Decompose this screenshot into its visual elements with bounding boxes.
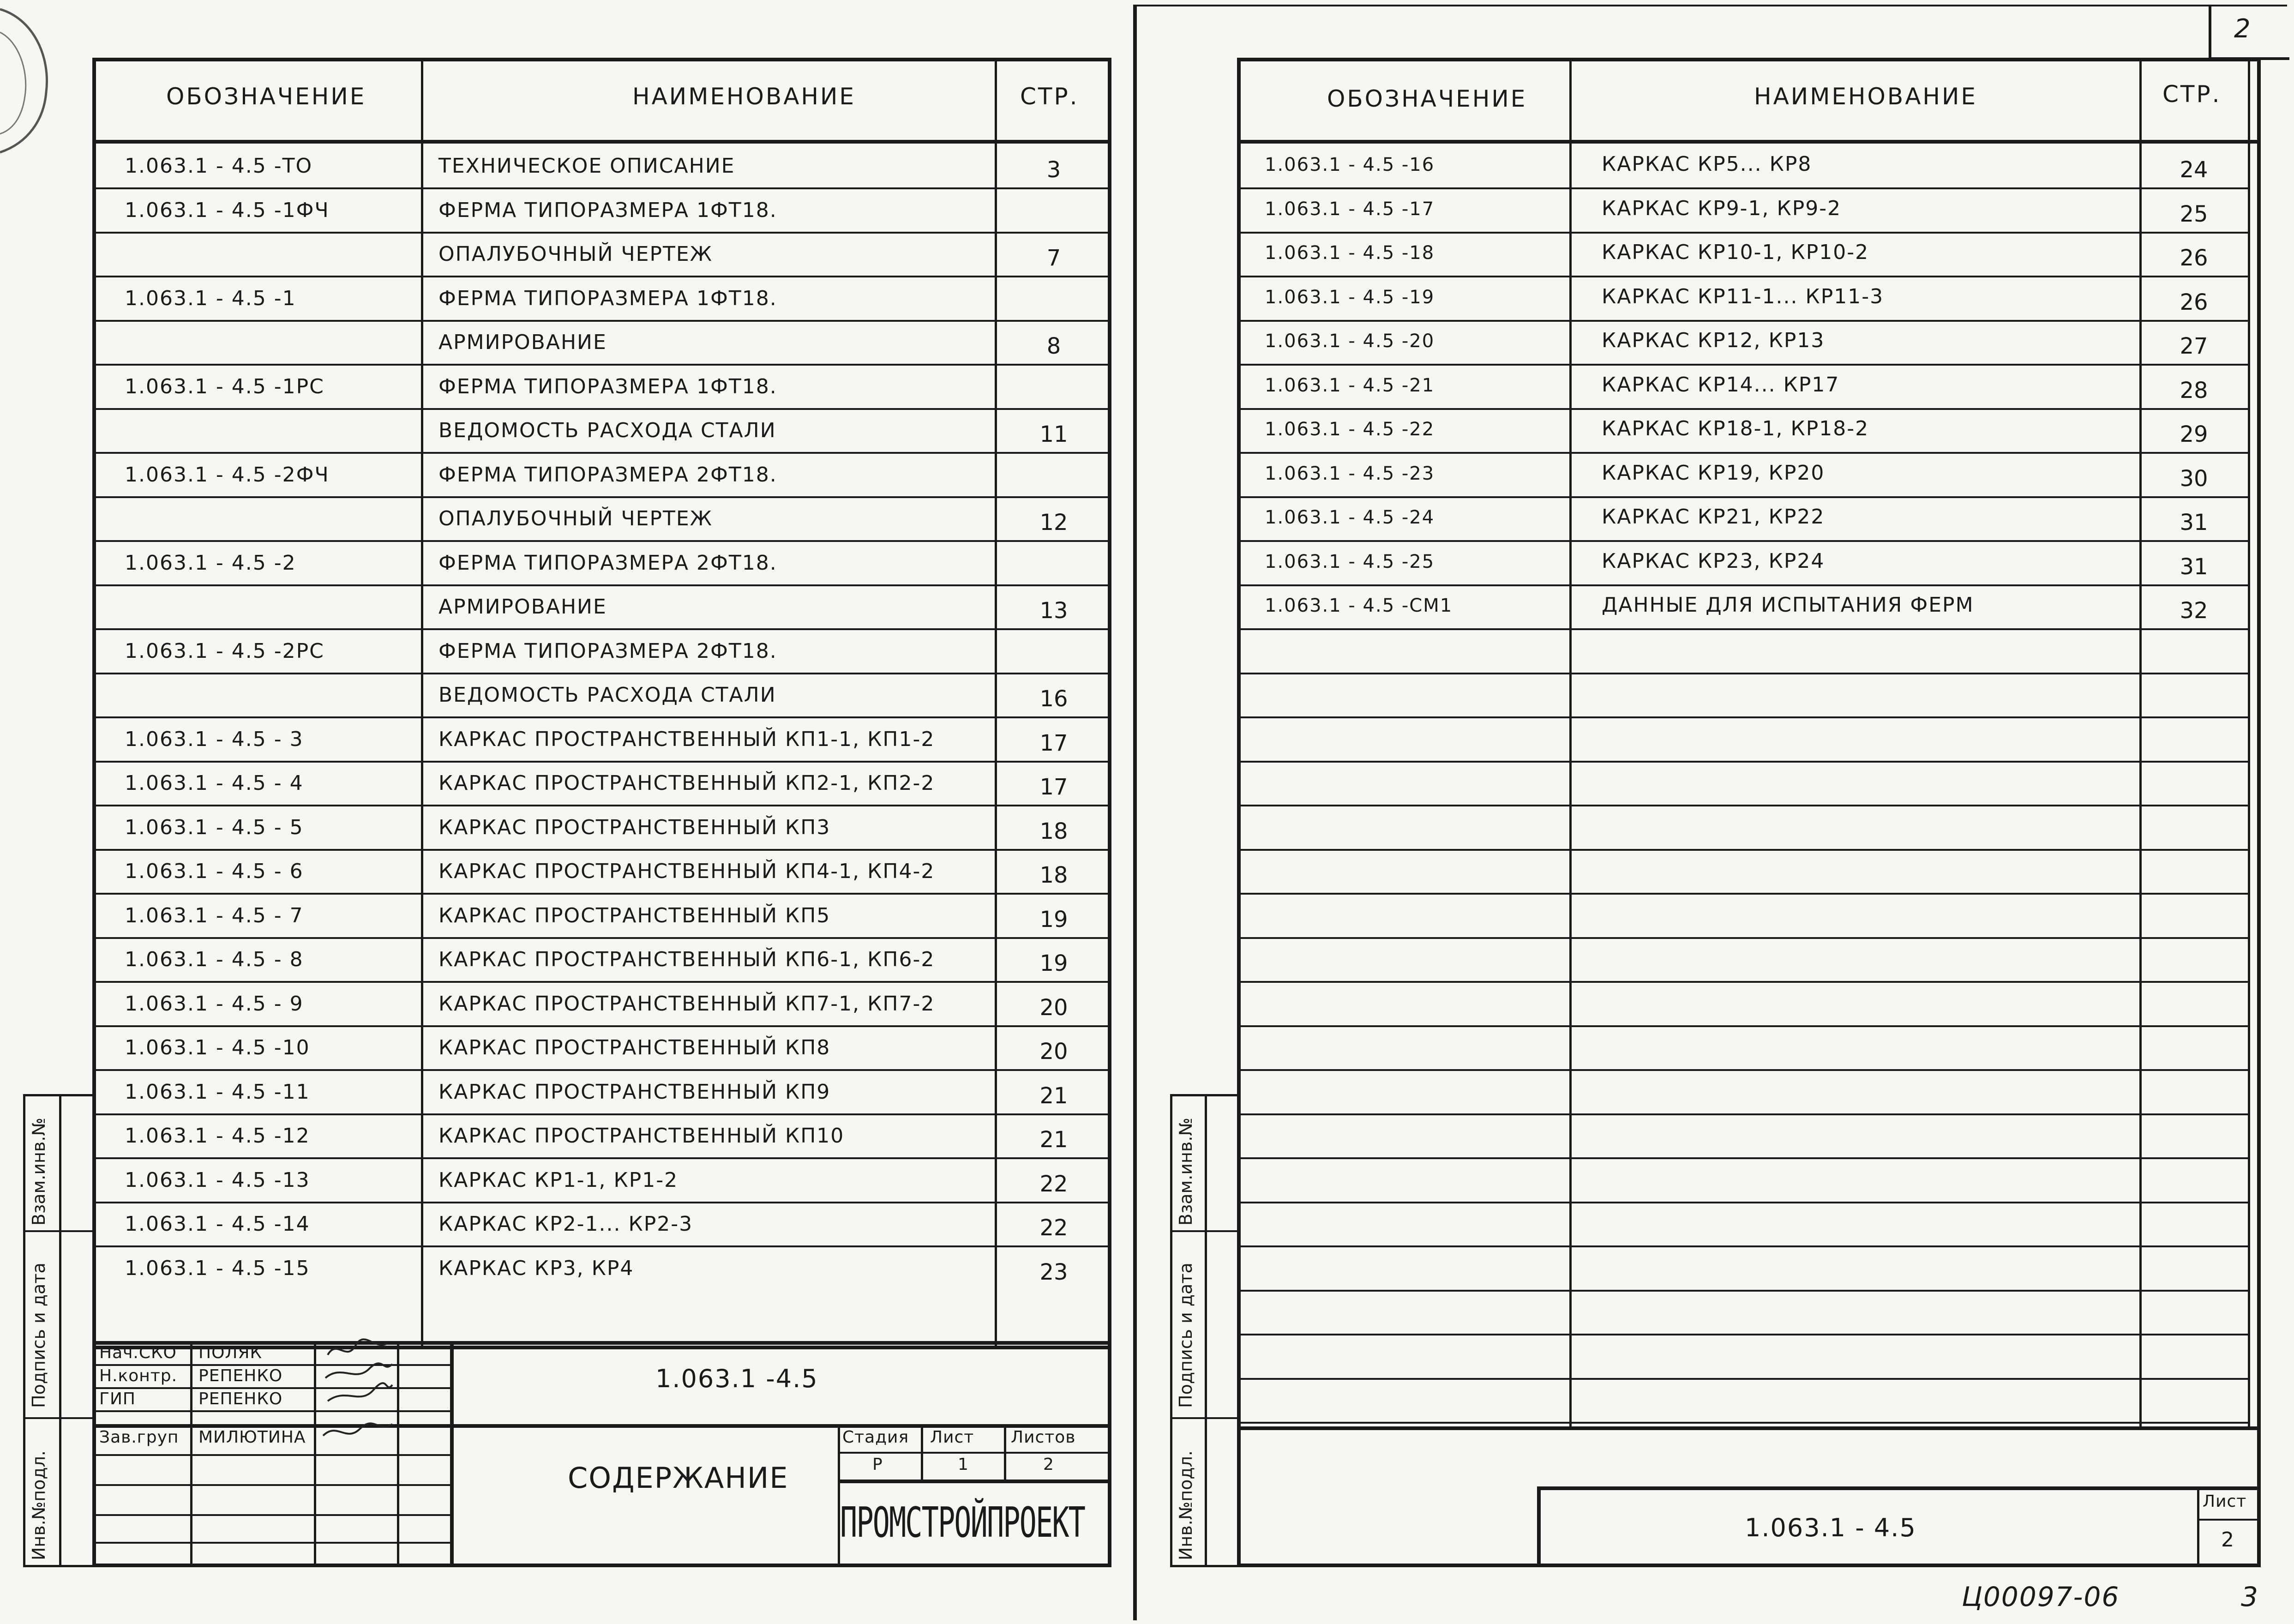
table-row-name: ОПАЛУБОЧНЫЙ ЧЕРТЕЖ [438,507,713,530]
table-row-name: АРМИРОВАНИЕ [438,331,607,354]
table-row-name: КАРКАС ПРОСТРАНСТВЕННЫЙ КП8 [438,1036,831,1059]
tb-role-1: Нач.СКО [99,1343,177,1362]
table-row-line [1237,937,2248,939]
table-row-line [1237,584,2248,586]
table-row-page: 22 [1039,1215,1068,1241]
table-row-line [92,628,1111,630]
table-row-code: 1.063.1 - 4.5 -18 [1265,242,1435,264]
table-row-page: 17 [1039,730,1068,756]
table-row-name: КАРКАС ПРОСТРАНСТВЕННЫЙ КП10 [438,1124,845,1148]
table-row-code: 1.063.1 - 4.5 -12 [125,1124,310,1148]
table-row-code: 1.063.1 - 4.5 - 9 [125,992,304,1016]
table-row-name: КАРКАС КР2-1... КР2-3 [438,1212,693,1236]
table-row-line [1237,893,2248,895]
table-row-page: 32 [2180,598,2208,624]
left-side-sep-2 [23,1417,92,1419]
table-row-line [1237,1422,2248,1424]
table-row-line [1237,673,2248,674]
right-tb-divider [2197,1486,2199,1567]
left-header-name: НАИМЕНОВАНИЕ [632,83,856,110]
table-row-line [1237,187,2248,189]
table-row-line [1237,1069,2248,1071]
table-row-code: 1.063.1 - 4.5 -ТО [125,154,313,178]
tb-doc-title: СОДЕРЖАНИЕ [568,1461,789,1495]
table-row-name: КАРКАС ПРОСТРАНСТВЕННЫЙ КП5 [438,904,831,927]
table-row-name: КАРКАС ПРОСТРАНСТВЕННЫЙ КП9 [438,1080,831,1104]
table-row-line [92,893,1111,895]
table-row-line [92,1157,1111,1159]
left-header-designation: ОБОЗНАЧЕНИЕ [166,83,366,110]
table-row-name: КАРКАС КР18-1, КР18-2 [1602,417,1869,440]
table-row-line [92,540,1111,542]
table-row-page: 13 [1039,598,1068,624]
left-side-label-sign-date: Подпись и дата [29,1263,49,1408]
right-header-name: НАИМЕНОВАНИЕ [1754,83,1977,110]
table-row-line [1237,320,2248,322]
right-col-divider-1 [1569,58,1572,1426]
table-row-name: КАРКАС ПРОСТРАНСТВЕННЫЙ КП1-1, КП1-2 [438,728,935,751]
table-row-line [1237,1334,2248,1335]
table-row-page: 18 [1039,818,1068,844]
table-row-page: 16 [1039,686,1068,712]
table-row-line [92,232,1111,234]
tb-sheets-value: 2 [1043,1455,1054,1474]
table-row-name: КАРКАС ПРОСТРАНСТВЕННЫЙ КП4-1, КП4-2 [438,860,935,883]
company-stamp: ПРОМСТРОЙПРОЕКТ [840,1498,1085,1547]
table-row-name: ТЕХНИЧЕСКОЕ ОПИСАНИЕ [438,154,735,178]
tb-name-4: МИЛЮТИНА [198,1428,306,1447]
table-row-name: КАРКАС КР9-1, КР9-2 [1602,197,1842,220]
table-row-name: ДАННЫЕ ДЛЯ ИСПЫТАНИЯ ФЕРМ [1602,593,1974,617]
table-row-code: 1.063.1 - 4.5 -24 [1265,507,1435,528]
table-row-name: ФЕРМА ТИПОРАЗМЕРА 1ФТ18. [438,375,777,398]
table-row-line [1237,452,2248,454]
table-row-page: 3 [1046,157,1061,183]
table-row-name: ФЕРМА ТИПОРАЗМЕРА 1ФТ18. [438,287,777,310]
table-row-page: 21 [1039,1083,1068,1109]
table-row-line [1237,716,2248,718]
tb-role-3: ГИП [99,1389,136,1408]
table-row-code: 1.063.1 - 4.5 - 6 [125,860,304,883]
footer-page-number: 3 [2241,1581,2259,1612]
table-row-name: КАРКАС ПРОСТРАНСТВЕННЫЙ КП7-1, КП7-2 [438,992,935,1016]
table-row-page: 31 [2180,554,2208,580]
table-row-page: 20 [1039,995,1068,1021]
table-row-line [1237,540,2248,542]
table-row-line [1237,1290,2248,1292]
right-side-sep-2 [1170,1417,1239,1419]
table-row-name: КАРКАС ПРОСТРАНСТВЕННЫЙ КП6-1, КП6-2 [438,948,935,971]
table-row-line [1237,981,2248,983]
table-row-name: ОПАЛУБОЧНЫЙ ЧЕРТЕЖ [438,242,713,266]
archive-code: Ц00097-06 [1962,1581,2120,1612]
right-tb-sheet-label: Лист [2203,1492,2247,1511]
tb-role-2: Н.контр. [99,1366,178,1385]
table-row-code: 1.063.1 - 4.5 - 5 [125,816,304,839]
table-row-name: КАРКАС КР19, КР20 [1602,461,1825,485]
tb-row-8 [92,1542,450,1544]
table-row-line [1237,1157,2248,1159]
table-row-line [1237,761,2248,763]
sheet-separator [1133,5,1137,1620]
table-row-name: КАРКАС ПРОСТРАНСТВЕННЫЙ КП2-1, КП2-2 [438,771,935,795]
right-side-label-sign-date: Подпись и дата [1176,1263,1196,1408]
table-row-code: 1.063.1 - 4.5 -1РС [125,375,324,398]
table-row-code: 1.063.1 - 4.5 -1ФЧ [125,198,330,222]
table-row-code: 1.063.1 - 4.5 -11 [125,1080,310,1104]
table-row-code: 1.063.1 - 4.5 - 3 [125,728,304,751]
tb-divider-main [450,1341,454,1567]
table-row-page: 17 [1039,774,1068,800]
table-row-line [1237,849,2248,851]
right-tb-sheet-value: 2 [2221,1528,2235,1552]
table-row-code: 1.063.1 - 4.5 -20 [1265,331,1435,352]
table-row-line [92,452,1111,454]
tb-row-4 [92,1424,1111,1428]
table-row-code: 1.063.1 - 4.5 -22 [1265,419,1435,440]
tb-stage-label: Стадия [842,1428,909,1447]
table-row-code: 1.063.1 - 4.5 -2РС [125,639,324,663]
table-row-line [1237,628,2248,630]
table-row-page: 30 [2180,466,2208,492]
table-row-code: 1.063.1 - 4.5 - 7 [125,904,304,927]
table-row-line [1237,1025,2248,1027]
right-tb-doc-code: 1.063.1 - 4.5 [1745,1513,1916,1542]
table-row-line [92,276,1111,277]
table-row-page: 7 [1046,245,1061,271]
table-row-code: 1.063.1 - 4.5 -13 [125,1168,310,1192]
left-header-page: СТР. [1020,83,1079,110]
tb-sheet-label: Лист [930,1428,974,1447]
table-row-page: 20 [1039,1039,1068,1065]
right-header-line [1237,140,2261,144]
table-row-line [1237,276,2248,277]
table-row-code: 1.063.1 - 4.5 - 4 [125,771,304,795]
right-side-label-inv-podl: Инв.№подл. [1176,1450,1196,1560]
sheet-number-top: 2 [2234,14,2252,44]
table-row-page: 11 [1039,421,1068,447]
tb-stage-row-1 [838,1452,1111,1454]
table-row-code: 1.063.1 - 4.5 -10 [125,1036,310,1059]
table-row-name: ФЕРМА ТИПОРАЗМЕРА 2ФТ18. [438,463,777,487]
tb-stage-value: Р [872,1455,883,1474]
table-row-page: 18 [1039,862,1068,888]
table-row-line [1237,1378,2248,1380]
table-row-code: 1.063.1 - 4.5 -15 [125,1257,310,1280]
table-row-line [92,187,1111,189]
table-row-name: КАРКАС КР5... КР8 [1602,152,1812,176]
table-row-page: 28 [2180,378,2208,403]
table-row-page: 26 [2180,245,2208,271]
left-header-line [92,140,1111,144]
table-row-name: ФЕРМА ТИПОРАЗМЕРА 2ФТ18. [438,551,777,575]
table-row-code: 1.063.1 - 4.5 -21 [1265,375,1435,396]
table-row-page: 29 [2180,421,2208,447]
table-row-name: КАРКАС КР11-1... КР11-3 [1602,285,1884,308]
table-row-page: 25 [2180,201,2208,227]
table-row-line [92,584,1111,586]
table-row-line [1237,1113,2248,1115]
tb-name-2: РЕПЕНКО [198,1366,283,1385]
table-row-page: 12 [1039,510,1068,535]
table-row-line [92,408,1111,410]
table-row-page: 21 [1039,1127,1068,1153]
tb-role-4: Зав.груп [99,1428,179,1447]
table-row-page: 27 [2180,333,2208,359]
table-row-name: КАРКАС КР12, КР13 [1602,329,1825,352]
right-side-strip-divider [1205,1094,1207,1567]
table-row-line [1237,1202,2248,1203]
table-row-line [1237,496,2248,498]
table-row-page: 19 [1039,907,1068,932]
table-row-line [92,1202,1111,1203]
table-row-line [1237,364,2248,366]
table-row-line [92,761,1111,763]
table-row-code: 1.063.1 - 4.5 -2 [125,551,296,575]
table-row-name: ФЕРМА ТИПОРАЗМЕРА 2ФТ18. [438,639,777,663]
table-row-line [1237,1245,2248,1247]
table-row-page: 19 [1039,950,1068,976]
table-row-line [92,320,1111,322]
left-side-label-inv-podl: Инв.№подл. [29,1450,49,1560]
left-col-divider-1 [421,58,423,1346]
table-row-code: 1.063.1 - 4.5 -23 [1265,463,1435,484]
table-row-line [92,981,1111,983]
tb-sheets-label: Листов [1011,1428,1076,1447]
tb-name-3: РЕПЕНКО [198,1389,283,1408]
right-table-bottom [1237,1426,2261,1430]
table-row-name: АРМИРОВАНИЕ [438,595,607,619]
table-row-page: 8 [1046,333,1061,359]
table-row-name: КАРКАС КР23, КР24 [1602,549,1825,573]
table-row-name: КАРКАС КР3, КР4 [438,1257,634,1280]
table-row-code: 1.063.1 - 4.5 -14 [125,1212,310,1236]
corner-stamp [0,0,60,157]
right-header-page: СТР. [2162,81,2222,108]
right-sheet-frame [1237,58,2261,1567]
table-row-page: 23 [1039,1259,1068,1285]
right-side-label-vzam: Взам.инв.№ [1176,1118,1196,1226]
table-row-name: ВЕДОМОСТЬ РАСХОДА СТАЛИ [438,683,776,707]
table-row-code: 1.063.1 - 4.5 -25 [1265,551,1435,572]
table-row-line [1237,805,2248,806]
table-row-page: 24 [2180,157,2208,183]
table-row-line [92,937,1111,939]
table-row-line [92,1113,1111,1115]
table-row-line [1237,408,2248,410]
left-side-sep-1 [23,1230,92,1232]
table-row-line [92,496,1111,498]
tb-row-7 [92,1514,450,1516]
table-row-name: КАРКАС КР10-1, КР10-2 [1602,241,1869,264]
right-header-designation: ОБОЗНАЧЕНИЕ [1327,85,1527,112]
table-row-name: КАРКАС ПРОСТРАНСТВЕННЫЙ КП3 [438,816,831,839]
table-row-line [92,849,1111,851]
table-row-code: 1.063.1 - 4.5 -19 [1265,287,1435,308]
table-row-line [92,716,1111,718]
left-side-label-vzam: Взам.инв.№ [29,1118,49,1226]
signature-marks [318,1336,397,1452]
table-row-name: ФЕРМА ТИПОРАЗМЕРА 1ФТ18. [438,198,777,222]
tb-doc-code: 1.063.1 -4.5 [655,1364,818,1393]
left-col-divider-2 [995,58,997,1346]
tb-stage-row-2 [838,1480,1111,1483]
table-row-line [1237,232,2248,234]
table-row-line [92,1245,1111,1247]
right-side-sep-1 [1170,1230,1239,1232]
table-row-line [92,1069,1111,1071]
table-row-code: 1.063.1 - 4.5 -СМ1 [1265,595,1453,616]
table-row-line [92,364,1111,366]
table-row-line [92,805,1111,806]
tb-row-6 [92,1484,450,1486]
table-row-code: 1.063.1 - 4.5 -17 [1265,198,1435,220]
table-row-name: КАРКАС КР14... КР17 [1602,373,1840,397]
left-side-strip-divider [59,1094,61,1567]
table-row-name: ВЕДОМОСТЬ РАСХОДА СТАЛИ [438,419,776,442]
table-row-line [92,673,1111,674]
top-edge-line [1133,5,2287,6]
table-row-code: 1.063.1 - 4.5 - 8 [125,948,304,971]
table-row-code: 1.063.1 - 4.5 -2ФЧ [125,463,330,487]
right-tb-sheet-line [2197,1519,2261,1521]
tb-row-5 [92,1454,450,1456]
table-row-line [92,1025,1111,1027]
tb-name-1: ПОЛЯК [198,1343,263,1362]
table-row-name: КАРКАС КР1-1, КР1-2 [438,1168,679,1192]
table-row-page: 22 [1039,1171,1068,1197]
table-row-name: КАРКАС КР21, КР22 [1602,505,1825,529]
table-row-code: 1.063.1 - 4.5 -16 [1265,154,1435,175]
table-row-page: 31 [2180,510,2208,535]
table-row-page: 26 [2180,289,2208,315]
tb-sheet-value: 1 [958,1455,969,1474]
table-row-code: 1.063.1 - 4.5 -1 [125,287,296,310]
